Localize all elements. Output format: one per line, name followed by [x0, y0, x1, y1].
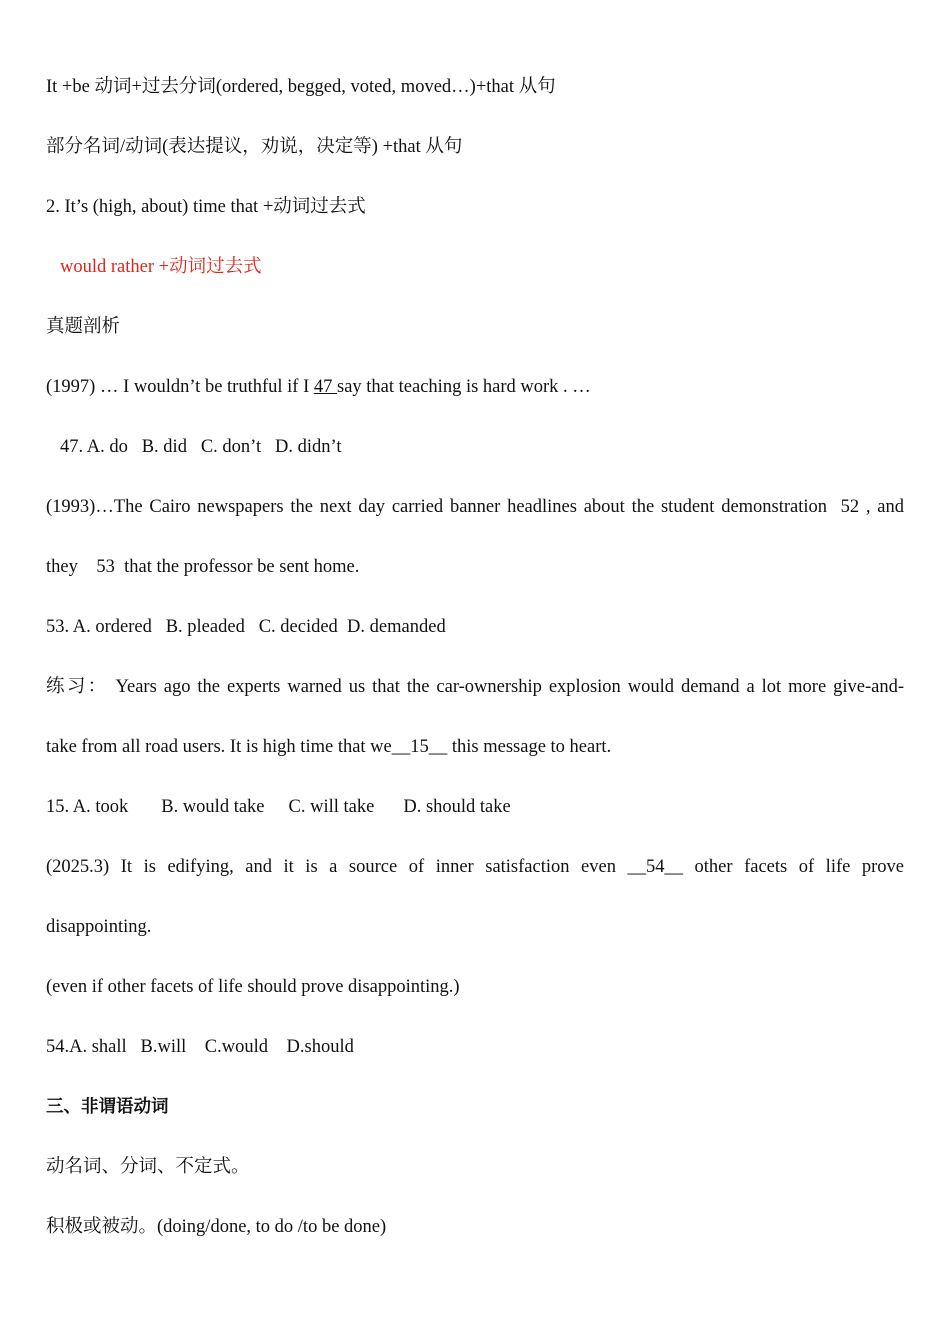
section-heading-non-finite-verbs: 三、非谓语动词: [46, 1097, 169, 1117]
text-line-2: 部分名词/动词(表达提议，劝说，决定等) +that 从句: [46, 137, 463, 157]
text-line-9: they 53 that the professor be sent home.: [46, 557, 360, 577]
line-6-suffix: say that teaching is hard work . …: [337, 377, 591, 397]
text-line-1: It +be 动词+过去分词(ordered, begged, voted, moved…)+that 从句: [46, 77, 556, 97]
option-15-d: D. should take: [403, 797, 511, 817]
text-line-14: (2025.3) It is edifying, and it is a source of inner satisfaction even __54__ other facets of life prove: [46, 857, 904, 877]
practice-line-11: 练习： Years ago the experts warned us that the car-ownership explosion would demand a lot more give-and-: [46, 677, 904, 697]
section-heading-exam-analysis: 真题剖析: [46, 317, 121, 337]
line-6-prefix: (1997) … I wouldn’t be truthful if I: [46, 377, 314, 397]
option-15-b: B. would take: [161, 797, 265, 817]
option-15-a: 15. A. took: [46, 797, 129, 817]
text-line-4-red: would rather +动词过去式: [60, 257, 262, 277]
practice-line-12: take from all road users. It is high time that we__15__ this message to heart.: [46, 737, 612, 757]
text-line-19: 动名词、分词、不定式。: [46, 1157, 250, 1177]
text-line-20: 积极或被动。(doing/done, to do /to be done): [46, 1217, 387, 1237]
options-15: [46, 795, 511, 819]
options-53: 53. A. ordered B. pleaded C. decided D. demanded: [46, 617, 446, 637]
options-47: 47. A. do B. did C. don’t D. didn’t: [60, 437, 342, 457]
options-54: 54.A. shall B.will C.would D.should: [46, 1037, 354, 1057]
blank-47: 47: [313, 377, 337, 397]
text-line-8: (1993)…The Cairo newspapers the next day carried banner headlines about the student demonstration 52 , and: [46, 497, 904, 517]
text-line-16: (even if other facets of life should prove disappointing.): [46, 977, 460, 997]
text-line-3: 2. It’s (high, about) time that +动词过去式: [46, 197, 366, 217]
option-15-c: C. will take: [288, 797, 375, 817]
text-line-6: [46, 375, 591, 399]
text-line-15: disappointing.: [46, 917, 152, 937]
